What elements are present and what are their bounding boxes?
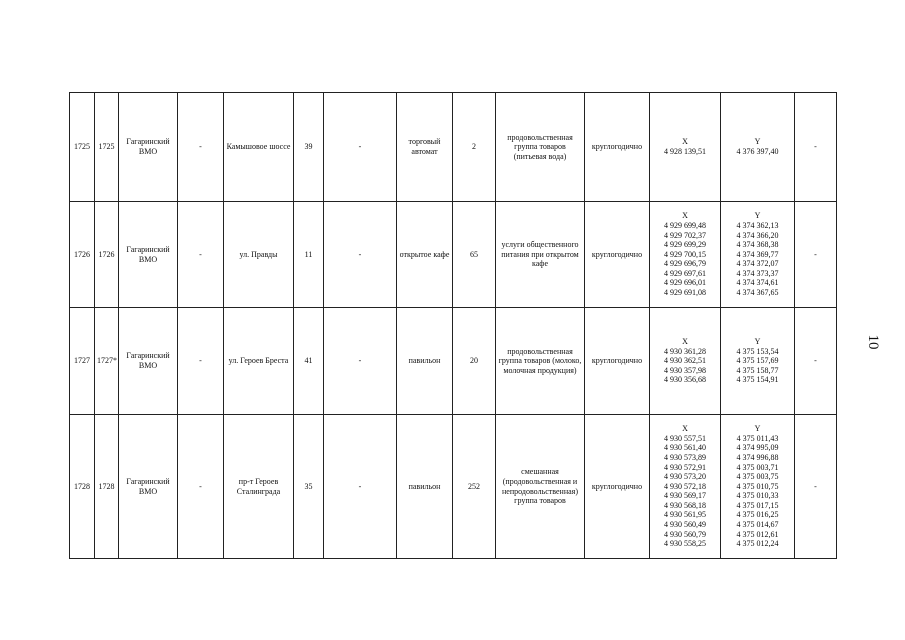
coord-y-value: 4 376 397,40 xyxy=(736,147,779,156)
coord-y-value: 4 374 368,38 xyxy=(736,240,779,250)
coord-x-value: 4 930 561,40 xyxy=(664,443,706,453)
district-name: Гагаринский ВМО xyxy=(119,93,178,202)
coord-y-label: Y xyxy=(754,424,761,434)
coord-x-value: 4 929 696,79 xyxy=(664,259,706,269)
coord-x-value: 4 930 568,18 xyxy=(664,500,706,510)
table-row xyxy=(70,93,837,202)
note-cell: - xyxy=(795,308,837,415)
coord-y-cell xyxy=(721,93,795,202)
house-number: 41 xyxy=(294,308,324,415)
coord-x-value: 4 930 362,51 xyxy=(664,356,706,366)
coord-y-value: 4 374 373,37 xyxy=(736,268,779,278)
empty-cell: - xyxy=(178,93,224,202)
empty-cell: - xyxy=(178,202,224,308)
district-name: Гагаринский ВМО xyxy=(119,415,178,559)
coord-y-value: 4 375 157,69 xyxy=(736,356,779,366)
coord-x-label: X xyxy=(682,337,688,347)
coord-x-value: 4 930 357,98 xyxy=(664,365,706,375)
coord-x-value: 4 930 558,25 xyxy=(664,539,706,549)
empty-cell: - xyxy=(324,308,397,415)
note-cell: - xyxy=(795,93,837,202)
coord-x-label: X xyxy=(682,137,688,147)
coord-y-value: 4 375 154,91 xyxy=(736,375,779,385)
work-period: круглогодично xyxy=(585,93,650,202)
table-row xyxy=(70,202,837,308)
coord-y-label: Y xyxy=(754,211,761,221)
scheme-number: 1728 xyxy=(95,415,119,559)
coord-y-cell xyxy=(721,202,795,308)
coord-y-value: 4 375 012,24 xyxy=(736,539,779,549)
coord-y-value: 4 375 017,15 xyxy=(736,500,779,510)
coord-y-value: 4 375 010,75 xyxy=(736,481,779,491)
coord-y-value: 4 375 016,25 xyxy=(736,510,779,520)
coord-x-value: 4 930 572,91 xyxy=(664,462,706,472)
coord-y-value: 4 375 003,71 xyxy=(736,462,779,472)
house-number: 11 xyxy=(294,202,324,308)
coord-y-value: 4 374 374,61 xyxy=(736,278,779,288)
object-type: открытое кафе xyxy=(397,202,453,308)
coord-x-value: 4 930 573,89 xyxy=(664,452,706,462)
coord-x-value: 4 929 696,01 xyxy=(664,278,706,288)
empty-cell: - xyxy=(178,415,224,559)
scheme-number: 1725 xyxy=(95,93,119,202)
empty-cell: - xyxy=(324,202,397,308)
coord-x-value: 4 929 691,08 xyxy=(664,288,706,298)
coord-y-cell xyxy=(721,415,795,559)
table-body xyxy=(70,93,837,559)
coord-y-label: Y xyxy=(754,337,761,347)
objects-table xyxy=(69,92,837,559)
note-cell: - xyxy=(795,415,837,559)
coord-y-value: 4 375 011,43 xyxy=(736,433,779,443)
coord-x-label: X xyxy=(682,424,688,434)
note-cell: - xyxy=(795,202,837,308)
street-name: Камышовое шоссе xyxy=(224,93,294,202)
coord-y-value: 4 374 362,13 xyxy=(736,220,779,230)
work-period: круглогодично xyxy=(585,415,650,559)
coord-y-value: 4 374 366,20 xyxy=(736,230,779,240)
coord-y-value: 4 375 012,61 xyxy=(736,529,779,539)
object-type: павильон xyxy=(397,415,453,559)
street-name: пр-т Героев Сталинграда xyxy=(224,415,294,559)
coord-x-cell xyxy=(650,93,721,202)
row-number: 1728 xyxy=(70,415,95,559)
house-number: 35 xyxy=(294,415,324,559)
specialization: смешанная (продовольственная и непродовольственная) группа товаров xyxy=(496,415,585,559)
work-period: круглогодично xyxy=(585,308,650,415)
coord-x-cell xyxy=(650,415,721,559)
coord-y-value: 4 374 369,77 xyxy=(736,249,779,259)
street-name: ул. Правды xyxy=(224,202,294,308)
work-period: круглогодично xyxy=(585,202,650,308)
empty-cell: - xyxy=(324,93,397,202)
house-number: 39 xyxy=(294,93,324,202)
area-value: 252 xyxy=(453,415,496,559)
coord-y-value: 4 375 153,54 xyxy=(736,346,779,356)
row-number: 1726 xyxy=(70,202,95,308)
coord-y-value: 4 374 995,09 xyxy=(736,443,779,453)
district-name: Гагаринский ВМО xyxy=(119,202,178,308)
coord-x-value: 4 929 702,37 xyxy=(664,230,706,240)
coord-y-cell xyxy=(721,308,795,415)
coord-y-value: 4 375 003,75 xyxy=(736,472,779,482)
district-name: Гагаринский ВМО xyxy=(119,308,178,415)
coord-y-value: 4 374 996,88 xyxy=(736,452,779,462)
coord-x-value: 4 929 697,61 xyxy=(664,268,706,278)
specialization: услуги общественного питания при открытом кафе xyxy=(496,202,585,308)
page-number: 10 xyxy=(865,334,881,350)
area-value: 2 xyxy=(453,93,496,202)
coord-x-cell xyxy=(650,202,721,308)
object-type: павильон xyxy=(397,308,453,415)
coord-y-value: 4 375 010,33 xyxy=(736,491,779,501)
row-number: 1727 xyxy=(70,308,95,415)
coord-x-value: 4 930 560,49 xyxy=(664,520,706,530)
area-value: 20 xyxy=(453,308,496,415)
coord-x-cell xyxy=(650,308,721,415)
specialization: продовольственная группа товаров (питьевая вода) xyxy=(496,93,585,202)
object-type: торговый автомат xyxy=(397,93,453,202)
empty-cell: - xyxy=(324,415,397,559)
empty-cell: - xyxy=(178,308,224,415)
street-name: ул. Героев Бреста xyxy=(224,308,294,415)
scheme-number: 1726 xyxy=(95,202,119,308)
coord-y-label: Y xyxy=(754,137,761,147)
coord-y-value: 4 374 372,07 xyxy=(736,259,779,269)
coord-x-value: 4 930 560,79 xyxy=(664,529,706,539)
coord-x-value: 4 930 572,18 xyxy=(664,481,706,491)
coord-x-value: 4 930 557,51 xyxy=(664,433,706,443)
table-row xyxy=(70,308,837,415)
coord-x-value: 4 930 573,20 xyxy=(664,472,706,482)
coord-y-value: 4 374 367,65 xyxy=(736,288,779,298)
specialization: продовольственная группа товаров (молоко, молочная продукция) xyxy=(496,308,585,415)
coord-y-value: 4 375 014,67 xyxy=(736,520,779,530)
coord-y-value: 4 375 158,77 xyxy=(736,365,779,375)
coord-x-value: 4 928 139,51 xyxy=(664,147,706,156)
coord-x-value: 4 929 700,15 xyxy=(664,249,706,259)
table-row xyxy=(70,415,837,559)
scheme-number: 1727* xyxy=(95,308,119,415)
coord-x-value: 4 929 699,29 xyxy=(664,240,706,250)
coord-x-label: X xyxy=(682,211,688,221)
coord-x-value: 4 930 356,68 xyxy=(664,375,706,385)
row-number: 1725 xyxy=(70,93,95,202)
coord-x-value: 4 930 569,17 xyxy=(664,491,706,501)
coord-x-value: 4 930 561,95 xyxy=(664,510,706,520)
coord-x-value: 4 929 699,48 xyxy=(664,220,706,230)
area-value: 65 xyxy=(453,202,496,308)
coord-x-value: 4 930 361,28 xyxy=(664,346,706,356)
